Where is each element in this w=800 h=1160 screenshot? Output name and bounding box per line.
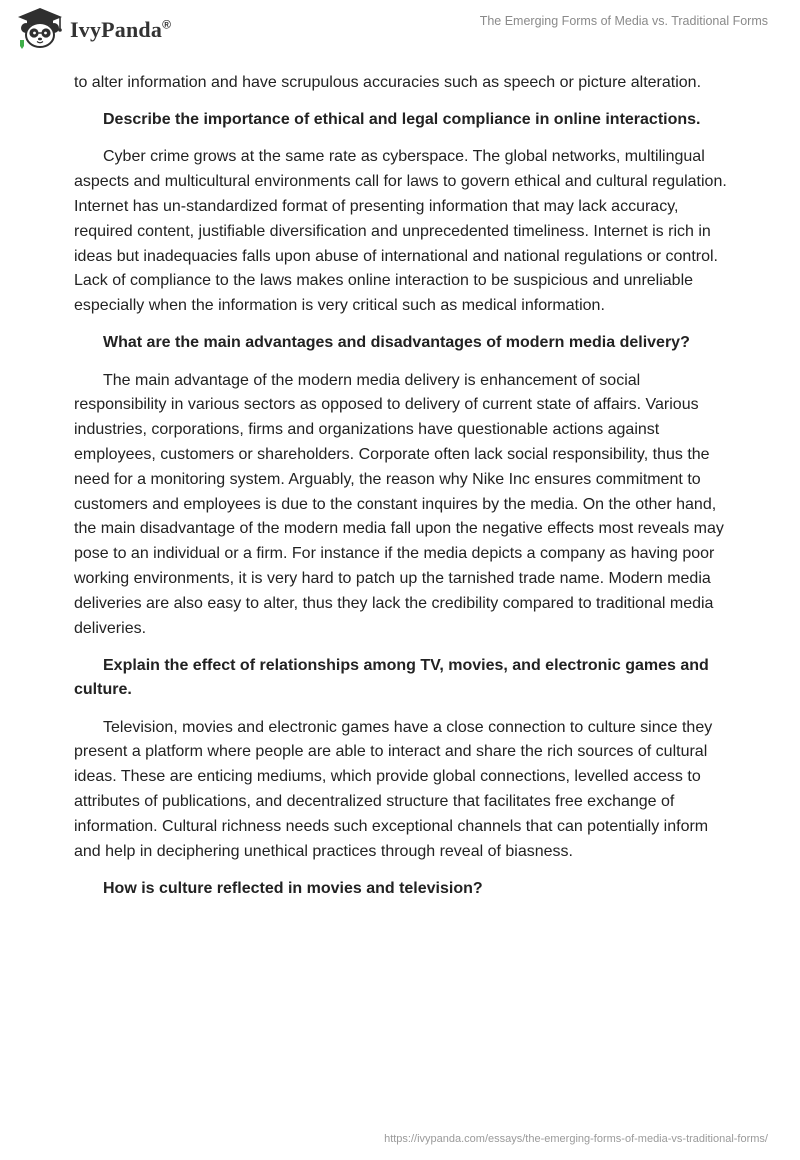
paragraph: Cyber crime grows at the same rate as cyberspace. The global networks, multilingual aspects and multicultural environments call for laws to govern ethical and cultural regulation. Internet has un-standardized format of presenting information that may lack accuracy, required content, justifiable diversification and unprecedented timeliness. Internet is rich in ideas but inadequacies falls upon abuse of international and national regulations or control. Lack of compliance to the laws makes online interaction to be suspicious and unreliable especially when the information is very critical such as medical information. — [74, 148, 727, 315]
question-heading: Describe the importance of ethical and legal compliance in online interactions. — [103, 111, 701, 129]
panda-graduate-icon — [16, 6, 64, 50]
document-title: The Emerging Forms of Media vs. Traditional Forms — [479, 14, 768, 28]
question-heading: Explain the effect of relationships among TV, movies, and electronic games and culture. — [74, 656, 709, 699]
source-url[interactable]: https://ivypanda.com/essays/the-emerging-forms-of-media-vs-traditional-forms/ — [384, 1133, 768, 1145]
essay-body — [74, 71, 734, 914]
paragraph: to alter information and have scrupulous accuracies such as speech or picture alteration. — [74, 74, 702, 91]
question-heading: What are the main advantages and disadvantages of modern media delivery? — [103, 334, 690, 352]
paragraph: Television, movies and electronic games have a close connection to culture since they present a platform where people are able to interact and share the rich sources of cultural ideas. These are enticing mediums, which provide global connections, levelled access to attributes of publications, and decentralized structure that facilitates free exchange of information. Cultural richness needs such exceptional channels that can potentially inform and help in deciphering unethical practices through reveal of biasness. — [74, 718, 713, 860]
question-heading: How is culture reflected in movies and television? — [103, 879, 483, 897]
brand-name: IvyPanda® — [70, 17, 172, 42]
paragraph: The main advantage of the modern media delivery is enhancement of social responsibility in various sectors as opposed to delivery of current state of affairs. Various industries, corporations, firms and organizations have questionable actions against employees, customers or shareholders. Corporate often lack social responsibility, thus the need for a monitoring system. Arguably, the reason why Nike Inc ensures commitment to customers and employees is due to the constant inquires by the media. On the other hand, the main disadvantage of the modern media fall upon the negative effects most reveals may pose to an individual or a firm. For instance if the media depicts a company as having poor working environments, it is very hard to patch up the tarnished trade name. Modern media deliveries are also easy to alter, thus they lack the credibility compared to traditional media deliveries. — [74, 371, 724, 637]
page-header — [0, 0, 800, 70]
brand-logo[interactable] — [16, 6, 171, 50]
